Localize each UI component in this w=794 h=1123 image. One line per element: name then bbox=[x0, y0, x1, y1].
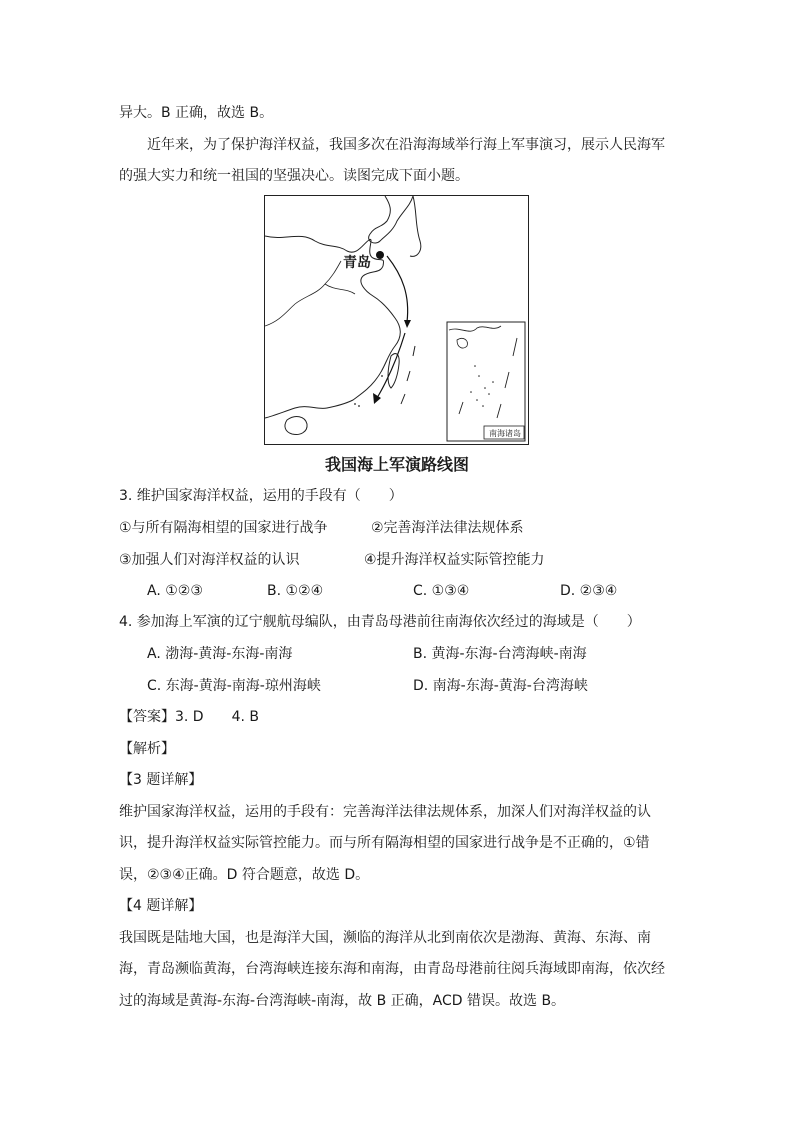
inset-label: 南海诸岛 bbox=[489, 429, 521, 438]
q3-detail-heading: 【3 题详解】 bbox=[119, 772, 203, 788]
q3-detail-line-2: 识，提升海洋权益实际管控能力。而与所有隔海相望的国家进行战争是不正确的，①错 bbox=[119, 835, 650, 851]
q4-detail-line-2: 海，青岛濒临黄海，台湾海峡连接东海和南海，由青岛母港前往阅兵海域即南海，依次经 bbox=[119, 961, 665, 977]
map-drawing bbox=[265, 196, 527, 443]
q3-option-b: B. ①②④ bbox=[267, 583, 324, 599]
map-caption: 我国海上军演路线图 bbox=[324, 455, 469, 474]
q3-statement-3: ③加强人们对海洋权益的认识 bbox=[119, 552, 300, 568]
q3-detail-line-1: 维护国家海洋权益，运用的手段有：完善海洋法律法规体系，加深人们对海洋权益的认 bbox=[119, 804, 651, 820]
intro-line-1: 近年来，为了保护海洋权益，我国多次在沿海海域举行海上军事演习，展示人民海军 bbox=[147, 137, 665, 153]
q4-detail-line-3: 过的海域是黄海-东海-台湾海峡-南海，故 B 正确，ACD 错误。故选 B。 bbox=[119, 993, 566, 1009]
answer-line: 【答案】3. D 4. B bbox=[119, 709, 259, 725]
q4-option-a: A. 渤海-黄海-东海-南海 bbox=[147, 646, 293, 662]
q3-option-c: C. ①③④ bbox=[413, 583, 470, 599]
q4-option-c: C. 东海-黄海-南海-琼州海峡 bbox=[147, 678, 321, 694]
q4-detail-line-1: 我国既是陆地大国，也是海洋大国，濒临的海洋从北到南依次是渤海、黄海、东海、南 bbox=[119, 930, 651, 946]
analysis-heading: 【解析】 bbox=[119, 741, 175, 757]
qingdao-label: 青岛 bbox=[343, 255, 371, 271]
q3-option-d: D. ②③④ bbox=[560, 583, 618, 599]
line-1: 异大。B 正确，故选 B。 bbox=[119, 105, 274, 121]
q3-statement-4: ④提升海洋权益实际管控能力 bbox=[364, 552, 545, 568]
q3-statement-2: ②完善海洋法律法规体系 bbox=[371, 520, 524, 536]
route-map bbox=[264, 195, 529, 445]
q3-option-a: A. ①②③ bbox=[147, 583, 203, 599]
q3-statement-1: ①与所有隔海相望的国家进行战争 bbox=[119, 520, 328, 536]
question-3: 3. 维护国家海洋权益，运用的手段有（ ） bbox=[119, 488, 403, 504]
intro-line-2: 的强大实力和统一祖国的坚强决心。读图完成下面小题。 bbox=[119, 168, 469, 184]
q3-detail-line-3: 误，②③④正确。D 符合题意，故选 D。 bbox=[119, 867, 370, 883]
q4-detail-heading: 【4 题详解】 bbox=[119, 898, 203, 914]
question-4: 4. 参加海上军演的辽宁舰航母编队，由青岛母港前往南海依次经过的海域是（ ） bbox=[119, 614, 641, 630]
q4-option-d: D. 南海-东海-黄海-台湾海峡 bbox=[413, 678, 588, 694]
qingdao-marker bbox=[376, 251, 384, 259]
q4-option-b: B. 黄海-东海-台湾海峡-南海 bbox=[413, 646, 587, 662]
